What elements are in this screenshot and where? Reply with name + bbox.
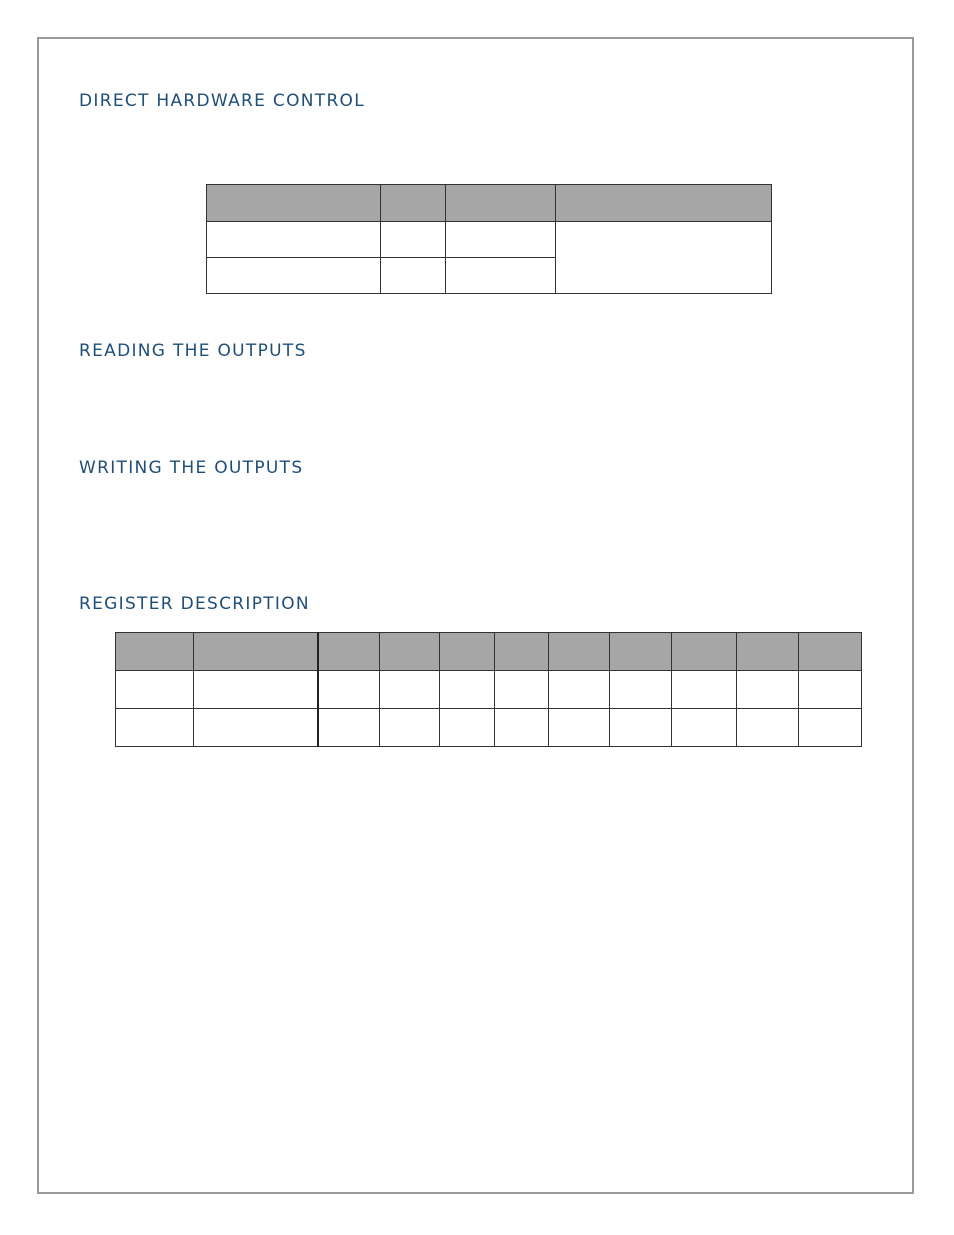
- table-cell: [440, 671, 495, 709]
- heading-writing-the-outputs: WRITING THE OUTPUTS: [79, 458, 304, 478]
- heading-direct-hardware-control: DIRECT HARDWARE CONTROL: [79, 91, 366, 111]
- table-header-cell: [207, 185, 381, 222]
- table-header-cell: [556, 185, 772, 222]
- table-header-cell: [799, 633, 862, 671]
- heading-register-description: REGISTER DESCRIPTION: [79, 594, 310, 614]
- table-cell: [116, 671, 194, 709]
- table-header-cell: [318, 633, 380, 671]
- table-header-cell: [495, 633, 549, 671]
- table-cell: [549, 671, 610, 709]
- table-cell: [672, 709, 737, 747]
- table-cell: [318, 709, 380, 747]
- table-cell: [799, 671, 862, 709]
- table-cell: [799, 709, 862, 747]
- table-cell: [672, 671, 737, 709]
- table-header-cell: [440, 633, 495, 671]
- table-cell: [381, 258, 446, 294]
- table-cell: [495, 709, 549, 747]
- table-cell: [737, 709, 799, 747]
- table-cell: [446, 258, 556, 294]
- heading-reading-the-outputs: READING THE OUTPUTS: [79, 341, 307, 361]
- table-cell: [610, 709, 672, 747]
- table-cell: [194, 671, 318, 709]
- table-header-cell: [672, 633, 737, 671]
- table-header-cell: [549, 633, 610, 671]
- table-cell: [549, 709, 610, 747]
- table-cell: [380, 709, 440, 747]
- table-header-row: [207, 185, 772, 222]
- table-header-cell: [446, 185, 556, 222]
- table-cell: [737, 671, 799, 709]
- table-cell: [495, 671, 549, 709]
- table-header-cell: [737, 633, 799, 671]
- table-cell: [380, 671, 440, 709]
- table-cell: [440, 709, 495, 747]
- table-header-cell: [380, 633, 440, 671]
- table-merged-cell: [556, 222, 772, 294]
- table-cell: [318, 671, 380, 709]
- table-cell: [381, 222, 446, 258]
- table-cell: [207, 222, 381, 258]
- hardware-control-table: [206, 184, 772, 294]
- table-header-cell: [194, 633, 318, 671]
- table-cell: [446, 222, 556, 258]
- table-row: [207, 222, 772, 258]
- table-cell: [207, 258, 381, 294]
- table-header-cell: [381, 185, 446, 222]
- table-row: [116, 671, 862, 709]
- table-header-cell: [116, 633, 194, 671]
- table-cell: [116, 709, 194, 747]
- table-cell: [194, 709, 318, 747]
- table-header-cell: [610, 633, 672, 671]
- register-description-table: [115, 632, 862, 747]
- table-row: [116, 709, 862, 747]
- table-cell: [610, 671, 672, 709]
- table-header-row: [116, 633, 862, 671]
